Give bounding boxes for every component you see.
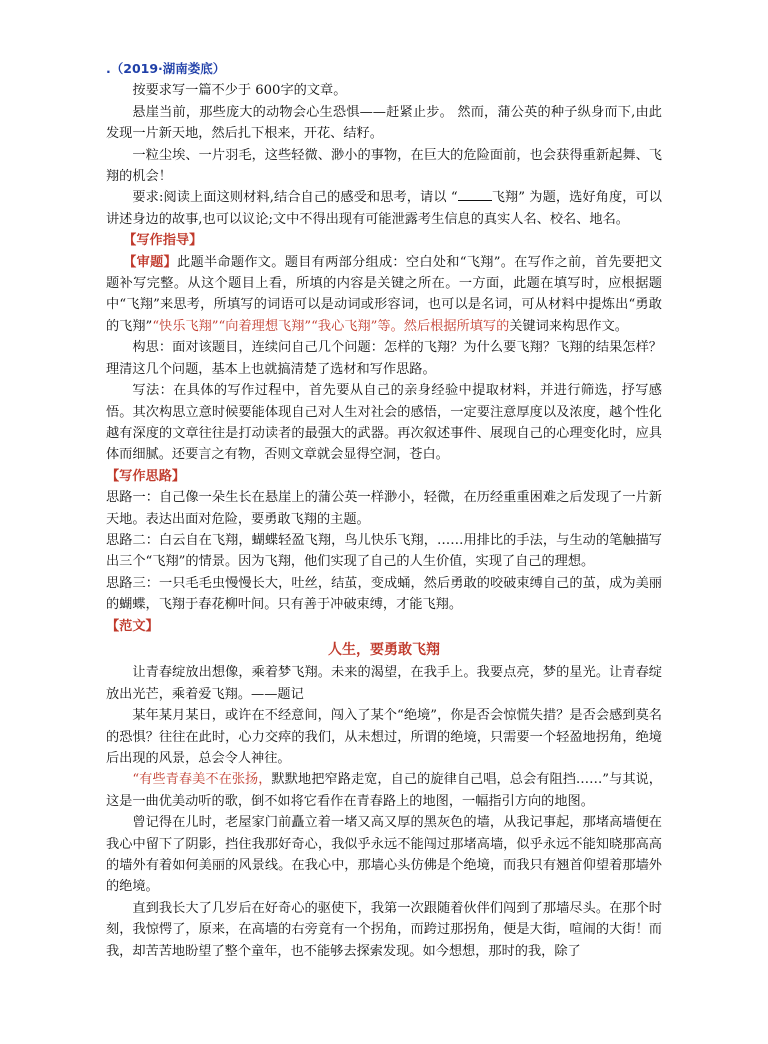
idea-3: 思路三：一只毛毛虫慢慢长大，吐丝，结茧，变成蛹，然后勇敢的咬破束缚自己的茧，成为美丽的蝴蝶，飞翔于春花柳叶间。只有善于冲破束缚，才能飞翔。	[106, 575, 662, 613]
prompt-instruction: 按要求写一篇不少于 600字的文章。	[132, 83, 347, 99]
shenti-paragraph: 【审题】此题半命题作文。题目有两部分组成：空白处和“飞翔”。在写作之前，首先要把文题补写完整。从这个题目上看，所填的内容是关键之所在。一方面，此题在填写时，应根据题中“飞翔”来思考，所填写的词语可以是动词或形容词，也可以是名词，可从材料中提炼出“勇敢的飞翔”“快乐飞翔”“向着理想飞翔”“我心飞翔”等。然后根据所填写的关键词来构思作文。	[106, 254, 663, 334]
gousi-paragraph: 构思：面对该题目，连续问自己几个问题：怎样的飞翔？为什么要飞翔？飞翔的结果怎样？理清这几个问题，基本上也就搞清楚了选材和写作思路。	[106, 340, 662, 377]
essay-paragraph-2: “有些青春美不在张扬，默默地把窄路走宽，自己的旋律自己唱，总会有阻挡……”与其说，这是一曲优美动听的歌，倒不如将它看作在青春路上的地图，一幅指引方向的地图。	[106, 772, 662, 809]
essay-paragraph-4: 直到我长大了几岁后在好奇心的驱使下，我第一次跟随着伙伴们闯到了那墙尽头。在那个时刻，我惊愕了，原来，在高墙的右旁竟有一个拐角，而跨过那拐角，便是大街，喧闹的大街！而我，却苦苦地盼望了整个童年，也不能够去探索发现。如今想想，那时的我，除了	[106, 900, 662, 959]
idea-1: 思路一：自己像一朵生长在悬崖上的蒲公英一样渺小，轻微，在历经重重困难之后发现了一片新天地。表达出面对危险，要勇敢飞翔的主题。	[106, 490, 662, 527]
heading-writing-ideas: 【写作思路】	[106, 468, 186, 484]
material-paragraph-2: 一粒尘埃、一片羽毛，这些轻微、渺小的事物，在巨大的危险面前，也会获得重新起舞、飞翔的机会！	[106, 147, 662, 185]
heading-writing-guide: 【写作指导】	[123, 233, 203, 249]
requirements: 要求:阅读上面这则材料,结合自己的感受和思考，请以 “ 飞翔” 为题，选好角度，可以讲述身边的故事,也可以议论;文中不得出现有可能泄露考生信息的真实人名、校名、地名。	[106, 187, 662, 230]
question-source: .（2019·湖南娄底）	[106, 61, 226, 76]
idea-2: 思路二：白云自在飞翔，蝴蝶轻盈飞翔，鸟儿快乐飞翔，……用排比的手法，与生动的笔触描写出三个“飞翔”的情景。因为飞翔，他们实现了自己的人生价值，实现了自己的理想。	[106, 532, 662, 570]
material-paragraph-1: 悬崖当前，那些庞大的动物会心生恐惧——赶紧止步。 然而，蒲公英的种子纵身而下,由此发现一片新天地，然后扎下根来，开花、结籽。	[106, 104, 662, 142]
essay-title: 人生，要勇敢飞翔	[328, 641, 440, 658]
heading-model-essay: 【范文】	[106, 618, 159, 634]
document-page	[106, 58, 662, 962]
xiefa-paragraph: 写法：在具体的写作过程中，首先要从自己的亲身经验中提取材料，并进行筛选，抒写感悟。其次构思立意时候要能体现自己对人生对社会的感悟，一定要注意厚度以及浓度，越个性化越有深度的文章往往是打动读者的最强大的武器。再次叙述事件、展现自己的心理变化时，应具体而细腻。还要言之有物，否则文章就会显得空洞，苍白。	[106, 383, 662, 463]
essay-epigraph: 让青春绽放出想像，乘着梦飞翔。未来的渴望，在我手上。我要点亮，梦的星光。让青春绽放出光芒，乘着爱飞翔。——题记	[106, 665, 662, 702]
essay-paragraph-1: 某年某月某日，或许在不经意间，闯入了某个“绝境”，你是否会惊慌失措？是否会感到莫名的恐惧？往往在此时，心力交瘁的我们，从未想过，所谓的绝境，只需要一个轻盈地拐角，绝境后出现的风景，总会令人神往。	[106, 708, 662, 766]
essay-paragraph-3: 曾记得在儿时，老屋家门前矗立着一堵又高又厚的黑灰色的墙，从我记事起，那堵高墙便在我心中留下了阴影，挡住我那好奇心，我似乎永远不能闯过那堵高墙，似乎永远不能知晓那高高的墙外有着如何美丽的风景线。在我心中，那墙心头仿佛是个绝境，而我只有翘首仰望着那墙外的绝境。	[106, 815, 662, 895]
title-blank	[458, 187, 492, 201]
